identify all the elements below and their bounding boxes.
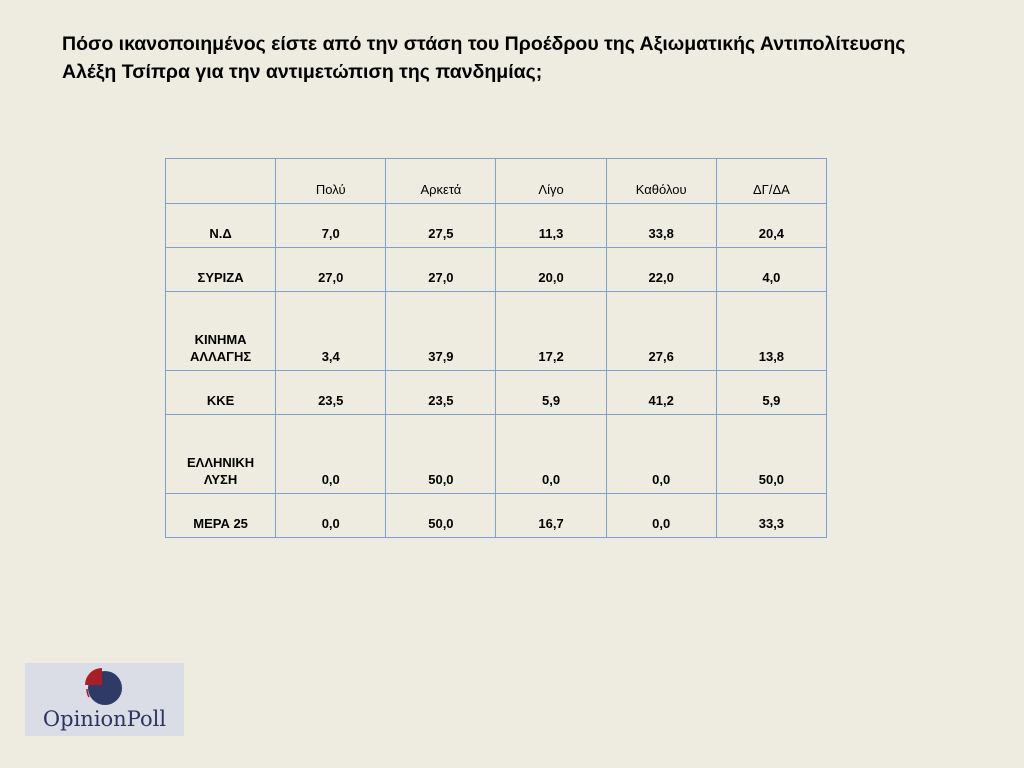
value-cell: 27,5 <box>386 204 496 248</box>
party-cell: ΚΚΕ <box>166 371 276 415</box>
value-cell: 0,0 <box>496 415 606 494</box>
header-row <box>166 159 827 204</box>
header-cell-arketa: Αρκετά <box>386 159 496 204</box>
table-row <box>166 204 827 248</box>
header-cell-poly: Πολύ <box>276 159 386 204</box>
value-cell: 4,0 <box>716 248 826 292</box>
value-cell: 13,8 <box>716 292 826 371</box>
header-cell-dgda: ΔΓ/ΔΑ <box>716 159 826 204</box>
header-cell-katholou: Καθόλου <box>606 159 716 204</box>
value-cell: 0,0 <box>606 415 716 494</box>
value-cell: 20,4 <box>716 204 826 248</box>
party-cell: Ν.Δ <box>166 204 276 248</box>
value-cell: 11,3 <box>496 204 606 248</box>
page-title <box>62 30 982 86</box>
party-cell: ΣΥΡΙΖΑ <box>166 248 276 292</box>
title-line-2: Αλέξη Τσίπρα για την αντιμετώπιση της πανδημίας; <box>62 61 543 83</box>
value-cell: 0,0 <box>606 494 716 538</box>
value-cell: 0,0 <box>276 494 386 538</box>
value-cell: 33,8 <box>606 204 716 248</box>
table-row <box>166 415 827 494</box>
value-cell: 5,9 <box>716 371 826 415</box>
value-cell: 5,9 <box>496 371 606 415</box>
table-row <box>166 248 827 292</box>
value-cell: 22,0 <box>606 248 716 292</box>
table-row <box>166 371 827 415</box>
header-cell-ligo: Λίγο <box>496 159 606 204</box>
value-cell: 20,0 <box>496 248 606 292</box>
value-cell: 27,0 <box>386 248 496 292</box>
value-cell: 27,6 <box>606 292 716 371</box>
value-cell: 41,2 <box>606 371 716 415</box>
table-row <box>166 292 827 371</box>
header-cell-empty <box>166 159 276 204</box>
logo-text: OpinionPoll <box>42 707 167 731</box>
party-cell: ΕΛΛΗΝΙΚΗ ΛΥΣΗ <box>166 415 276 494</box>
value-cell: 23,5 <box>386 371 496 415</box>
value-cell: 17,2 <box>496 292 606 371</box>
value-cell: 37,9 <box>386 292 496 371</box>
title-line-1: Πόσο ικανοποιημένος είστε από την στάση του Προέδρου της Αξιωματικής Αντιπολίτευσης <box>62 33 906 55</box>
pie-logo-red-slice <box>85 668 102 685</box>
value-cell: 50,0 <box>386 415 496 494</box>
value-cell: 33,3 <box>716 494 826 538</box>
opinionpoll-logo <box>25 663 184 736</box>
value-cell: 27,0 <box>276 248 386 292</box>
results-table <box>165 158 827 538</box>
value-cell: 50,0 <box>386 494 496 538</box>
party-cell: ΜΕΡΑ 25 <box>166 494 276 538</box>
value-cell: 3,4 <box>276 292 386 371</box>
value-cell: 50,0 <box>716 415 826 494</box>
value-cell: 0,0 <box>276 415 386 494</box>
value-cell: 23,5 <box>276 371 386 415</box>
value-cell: 7,0 <box>276 204 386 248</box>
value-cell: 16,7 <box>496 494 606 538</box>
table-row <box>166 494 827 538</box>
party-cell: ΚΙΝΗΜΑ ΑΛΛΑΓΗΣ <box>166 292 276 371</box>
